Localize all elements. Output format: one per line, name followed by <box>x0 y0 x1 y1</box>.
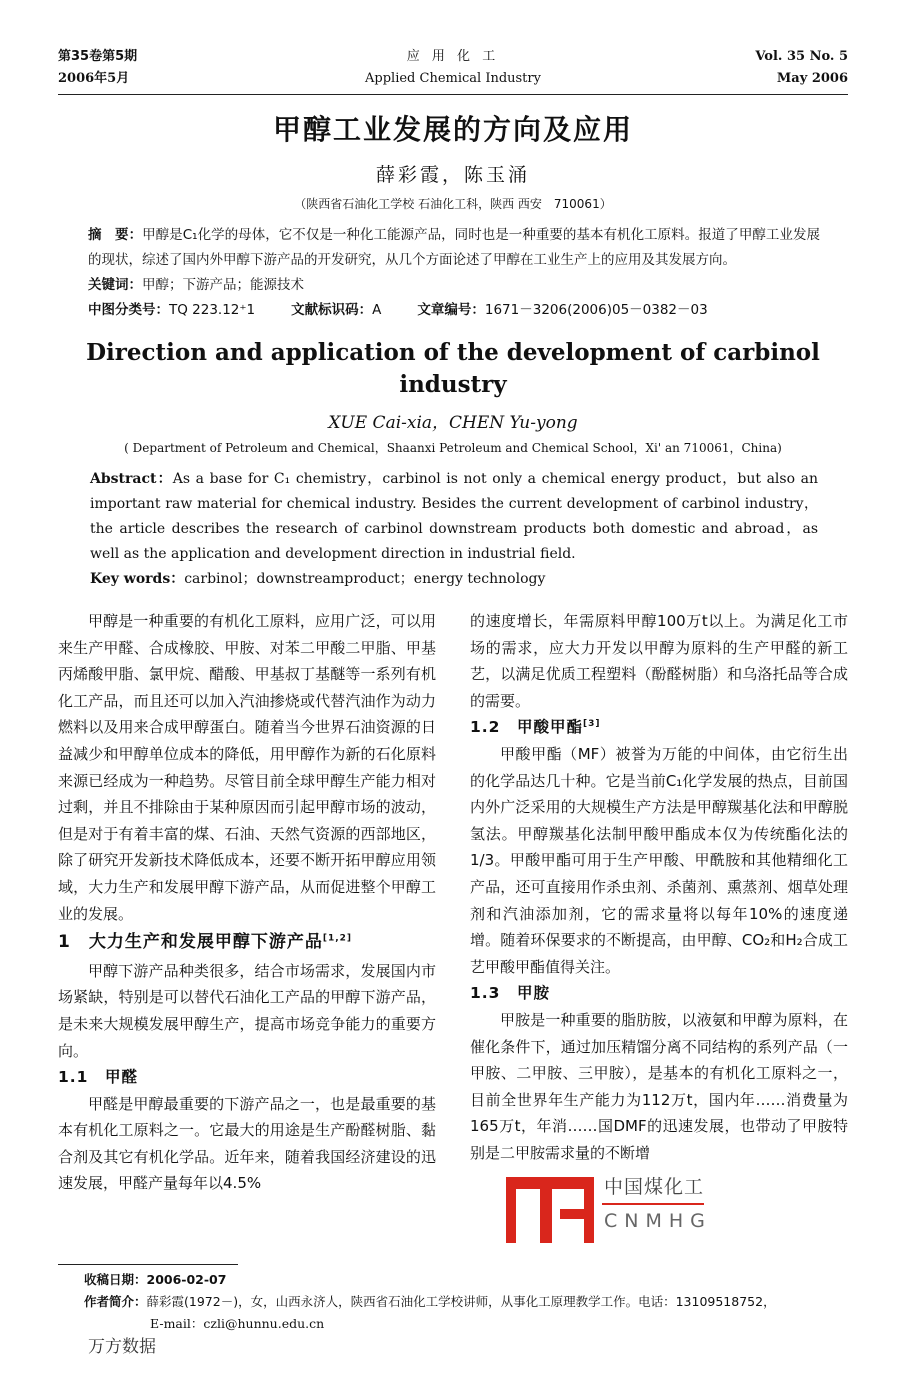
journal-en: Applied Chemical Industry <box>365 71 541 86</box>
date-cn: 2006年5月 <box>58 71 130 86</box>
class-label: 中图分类号： <box>88 302 169 318</box>
bio-label: 作者简介： <box>84 1294 147 1310</box>
header-row-2 <box>58 68 848 90</box>
article-no-label: 文章编号： <box>417 302 485 318</box>
keywords-cn-text: 甲醇；下游产品；能源技术 <box>142 277 304 293</box>
logo-rule <box>602 1203 704 1205</box>
paragraph: 甲醛是甲醇最重要的下游产品之一，也是最重要的基本有机化工原料之一。它最大的用途是生产酚醛树脂、黏合剂及其它有机化学品。近年来，随着我国经济建设的迅速发展，甲醛产量每年以4.5% <box>58 1094 436 1193</box>
paragraph: 的速度增长，年需原料甲醇100万t以上。为满足化工市场的需求，应大力开发以甲醇为原料的生产甲醛的新工艺，以满足优质工程塑料（酚醛树脂）和乌洛托品等合成的需要。 <box>470 612 848 710</box>
date-en: May 2006 <box>776 71 848 86</box>
paragraph: 甲酸甲酯（MF）被誉为万能的中间体，由它衍生出的化学品达几十种。它是当前C₁化学发展的热点，目前国内外广泛采用的大规模生产方法是甲醇羰基化法和甲醇脱氢法。甲醇羰基化法制甲酸甲酯成本仅为传统酯化法的1/3。甲酸甲酯可用于生产甲酸、甲酰胺和其他精细化工产品，还可直接用作杀虫剂、杀菌剂、熏蒸剂、烟草处理剂和汽油添加剂，它的需求量将以每年10%的速度递增。随着环保要求的不断提高，由甲醇、CO₂和H₂合成工艺甲酸甲酯值得关注。 <box>470 744 848 976</box>
section-heading-1-1: 1.1 甲醛 <box>58 1068 138 1087</box>
abstract-en-label: Abstract： <box>90 471 173 487</box>
header-rule <box>58 94 848 95</box>
affiliation-cn: （陕西省石油化工学校 石油化工科，陕西 西安 710061） <box>294 197 612 211</box>
abstract-en-text: As a base for C₁ chemistry，carbinol is not only a chemical energy product，but also an important raw material for chemical industry. Besides the current development of carbinol industry，the article describes the research of carbinol downstream products both domestic and abroad，as well as the application and development direction in industrial field. <box>90 471 818 562</box>
heading-text: 1.2 甲酸甲酯 <box>470 718 583 737</box>
volume-en: Vol. 35 No. 5 <box>755 49 848 64</box>
keywords-en-text: carbinol；downstreamproduct；energy technology <box>184 571 546 587</box>
logo-bar <box>540 1177 552 1243</box>
keywords-en <box>90 567 818 592</box>
section-heading-1-3: 1.3 甲胺 <box>470 984 550 1003</box>
abstract-en <box>90 467 818 567</box>
title-cn: 甲醇工业发展的方向及应用 <box>272 113 633 146</box>
volume-cn: 第35卷第5期 <box>58 49 138 64</box>
paragraph: 甲醇下游产品种类很多，结合市场需求，发展国内市场紧缺，特别是可以替代石油化工产品的甲醇下游产品，是未来大规模发展甲醇生产，提高市场竞争能力的重要方向。 <box>58 961 436 1060</box>
journal-cn: 应 用 化 工 <box>406 49 500 64</box>
citation: [1,2] <box>322 933 352 944</box>
heading-text: 1 大力生产和发展甲醇下游产品 <box>58 932 323 953</box>
abstract-cn-text: 甲醇是C₁化学的母体，它不仅是一种化工能源产品，同时也是一种重要的基本有机化工原料。报道了甲醇工业发展的现状，综述了国内外甲醇下游产品的开发研究，从几个方面论述了甲醇在工业生产上的应用及其发展方向。 <box>88 227 820 268</box>
article-no-value: 1671－3206(2006)05－0382－03 <box>484 302 708 318</box>
logo-subtext: CNMHG <box>604 1210 712 1233</box>
doc-code-label: 文献标识码： <box>291 302 373 318</box>
class-value: TQ 223.12⁺1 <box>169 302 256 318</box>
body-columns <box>58 608 848 1246</box>
source-watermark: 万方数据 <box>88 1337 156 1358</box>
keywords-cn-label: 关键词： <box>88 277 142 293</box>
title-en: Direction and application of the development of carbinol industry <box>86 339 820 398</box>
logo-text: 中国煤化工 <box>604 1176 705 1199</box>
authors-cn: 薛彩霞，陈玉涌 <box>375 164 530 186</box>
abstract-cn <box>88 223 820 273</box>
paragraph: 甲胺是一种重要的脂肪胺，以液氨和甲醇为原料，在催化条件下，通过加压精馏分离不同结构的系列产品（一甲胺、二甲胺、三甲胺），是基本的有机化工原料之一，目前全世界年生产能力为112万t，国内年……消费量为165万t，年消……国DMF的迅速发展，也带动了甲胺特别是二甲胺需求量的不断增 <box>470 1010 848 1162</box>
abstract-cn-block <box>88 223 820 323</box>
author-email: E-mail：czli@hunnu.edu.cn <box>150 1316 325 1332</box>
header-row-1 <box>58 46 848 68</box>
received-date: 收稿日期：2006-02-07 <box>84 1272 227 1288</box>
classification-row <box>88 298 820 323</box>
abstract-cn-label: 摘 要： <box>88 227 143 243</box>
abstract-en-block <box>90 467 818 592</box>
section-heading-1 <box>58 929 436 956</box>
paragraph: 甲醇是一种重要的有机化工原料，应用广泛，可以用来生产甲醛、合成橡胶、甲胺、对苯二甲酸二甲脂、甲基丙烯酸甲脂、氯甲烷、醋酸、甲基叔丁基醚等一系列有机化工产品，而且还可以加入汽油掺烧或代替汽油作为动力燃料以及用来合成甲醇蛋白。随着当今世界石油资源的日益减少和甲醇单位成本的降低，用甲醇作为新的石化原料来源已经成为一种趋势。尽管目前全球甲醇生产能力相对过剩，并且不排除由于某种原因而引起甲醇市场的波动，但是对于有着丰富的煤、石油、天然气资源的西部地区，除了研究开发新技术降低成本，还要不断开拓甲醇应用领域，大力生产和发展甲醇下游产品，从而促进整个甲醇工业的发展。 <box>58 612 436 923</box>
right-column <box>470 608 848 1246</box>
logo-bar <box>584 1177 594 1243</box>
section-heading-1-2 <box>470 714 848 741</box>
watermark-logo <box>506 1174 756 1246</box>
left-column <box>58 608 436 1246</box>
keywords-cn <box>88 273 820 298</box>
affiliation-en: ( Department of Petroleum and Chemical，Shaanxi Petroleum and Chemical School，Xi' an 710061，China) <box>124 441 782 455</box>
footnote-rule <box>58 1264 238 1265</box>
bio-text: 薛彩霞(1972－)，女，山西永济人，陕西省石油化工学校讲师，从事化工原理教学工作。电话：13109518752， <box>146 1294 776 1310</box>
author-bio <box>84 1291 848 1313</box>
citation: [3] <box>582 719 601 730</box>
doc-code-value: A <box>372 302 382 318</box>
keywords-en-label: Key words： <box>90 571 185 587</box>
authors-en: XUE Cai-xia，CHEN Yu-yong <box>328 413 578 433</box>
